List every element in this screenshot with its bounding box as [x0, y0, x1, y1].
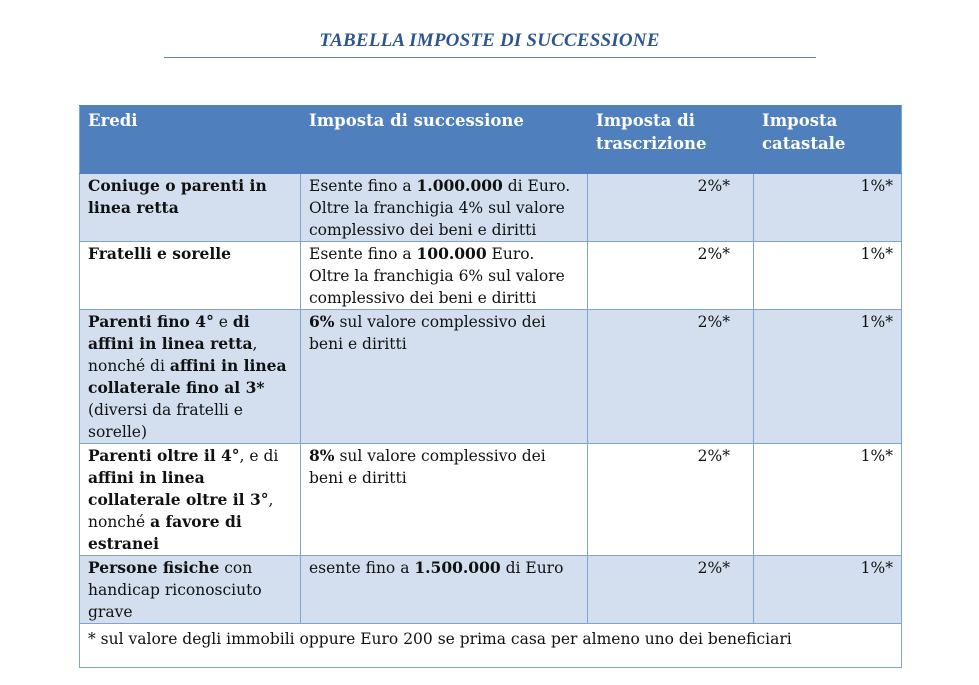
- text-run: 6%: [309, 312, 335, 331]
- text-run: esente fino a: [309, 559, 415, 577]
- cadastral-tax-cell: 1%*: [754, 310, 902, 444]
- title-underline: [164, 57, 816, 58]
- text-run: affini in linea collaterale fino al 3*: [88, 356, 287, 397]
- table-footnote-row: [80, 624, 902, 668]
- text-run: Fratelli e sorelle: [88, 244, 232, 263]
- transcription-tax-cell: 2%*: [588, 444, 754, 556]
- footnote: * sul valore degli immobili oppure Euro 200 se prima casa per almeno uno dei beneficiari: [80, 624, 902, 668]
- text-run: , e di: [239, 447, 279, 465]
- text-run: Parenti oltre il 4°: [88, 446, 240, 465]
- page-title: TABELLA IMPOSTE DI SUCCESSIONE: [319, 30, 660, 51]
- succession-tax-cell: [301, 444, 588, 556]
- text-run: 1.500.000: [414, 558, 501, 577]
- header-heirs: Eredi: [80, 106, 301, 174]
- transcription-tax-cell: 2%*: [588, 310, 754, 444]
- text-run: Euro. Oltre la franchigia 6% sul valore complessivo dei beni e diritti: [309, 245, 565, 307]
- transcription-tax-cell: 2%*: [588, 174, 754, 242]
- text-run: a favore di estranei: [88, 512, 242, 553]
- text-run: e: [213, 313, 233, 331]
- header-cadastral-tax: Imposta catastale: [754, 106, 902, 174]
- text-run: 1.000.000: [416, 176, 503, 195]
- succession-tax-cell: [301, 174, 588, 242]
- table-row: [80, 242, 902, 310]
- cadastral-tax-cell: 1%*: [754, 242, 902, 310]
- text-run: Esente fino a: [309, 245, 417, 263]
- succession-tax-cell: [301, 556, 588, 624]
- succession-tax-cell: [301, 242, 588, 310]
- heirs-cell: [80, 242, 301, 310]
- text-run: , nonché di: [88, 335, 258, 375]
- heirs-cell: [80, 174, 301, 242]
- text-run: 8%: [309, 446, 335, 465]
- heirs-cell: [80, 444, 301, 556]
- header-succession-tax: Imposta di successione: [301, 106, 588, 174]
- table-row: [80, 444, 902, 556]
- heirs-cell: [80, 556, 301, 624]
- tax-table: [79, 105, 902, 668]
- table-header-row: [80, 106, 902, 174]
- table-row: [80, 310, 902, 444]
- text-run: (diversi da fratelli e sorelle): [88, 401, 243, 441]
- table-row: [80, 556, 902, 624]
- text-run: di Euro. Oltre la franchigia 4% sul valore complessivo dei beni e diritti: [309, 177, 571, 239]
- text-run: Persone fisiche: [88, 558, 220, 577]
- cadastral-tax-cell: 1%*: [754, 174, 902, 242]
- transcription-tax-cell: 2%*: [588, 242, 754, 310]
- table-row: [80, 174, 902, 242]
- text-run: Esente fino a: [309, 177, 417, 195]
- text-run: Coniuge o parenti in linea retta: [88, 176, 267, 217]
- text-run: sul valore complessivo dei beni e diritti: [309, 447, 546, 487]
- cadastral-tax-cell: 1%*: [754, 444, 902, 556]
- succession-tax-cell: [301, 310, 588, 444]
- transcription-tax-cell: 2%*: [588, 556, 754, 624]
- text-run: di affini in linea retta: [88, 312, 253, 353]
- text-run: affini in linea collaterale oltre il 3°: [88, 468, 269, 509]
- heirs-cell: [80, 310, 301, 444]
- cadastral-tax-cell: 1%*: [754, 556, 902, 624]
- text-run: 100.000: [416, 244, 487, 263]
- text-run: di Euro: [500, 559, 564, 577]
- text-run: con handicap riconosciuto grave: [88, 559, 262, 621]
- text-run: , nonché: [88, 491, 274, 531]
- header-transcription-tax: Imposta di trascrizione: [588, 106, 754, 174]
- text-run: sul valore complessivo dei beni e diritti: [309, 313, 546, 353]
- text-run: Parenti fino 4°: [88, 312, 214, 331]
